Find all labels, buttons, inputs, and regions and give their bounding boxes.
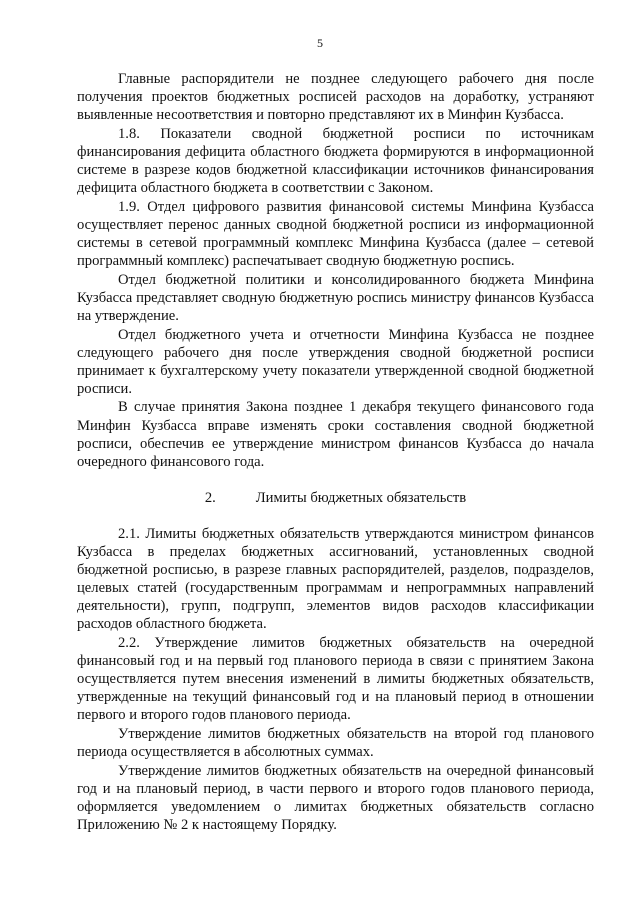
paragraph-budget-policy-department: Отдел бюджетной политики и консолидированного бюджета Минфина Кузбасса представляет сводную бюджетную роспись министру финансов Кузбасса на утверждение.	[77, 271, 594, 324]
section-title: Лимиты бюджетных обязательств	[255, 489, 467, 506]
section-heading	[77, 489, 594, 507]
paragraph-1-9: 1.9. Отдел цифрового развития финансовой системы Минфина Кузбасса осуществляет перенос данных сводной бюджетной росписи из информационной системы в сетевой программный комплекс Минфина Кузбасса (далее – сетевой программный комплекс) распечатывает сводную бюджетную роспись.	[77, 198, 594, 270]
section-number: 2.	[204, 489, 216, 506]
page-number: 5	[317, 36, 323, 50]
document-body	[77, 70, 594, 835]
paragraph-accounting-department: Отдел бюджетного учета и отчетности Минфина Кузбасса не позднее следующего рабочего дня после утверждения сводной бюджетной росписи принимает к бухгалтерскому учету показатели утвержденной сводной бюджетной росписи.	[77, 326, 594, 397]
paragraph-1-8: 1.8. Показатели сводной бюджетной росписи по источникам финансирования дефицита областного бюджета формируются в информационной системе в разрезе кодов бюджетной классификации источников финансирования дефицита областного бюджета в соответствии с Законом.	[77, 125, 594, 197]
paragraph-limits-notification: Утверждение лимитов бюджетных обязательств на очередной финансовый год и на плановый период, в части первого и второго годов планового периода, оформляется уведомлением о лимитах бюджетных обязательств согласно Приложению № 2 к настоящему Порядку.	[77, 762, 594, 834]
paragraph-late-law-adoption: В случае принятия Закона позднее 1 декабря текущего финансового года Минфин Кузбасса вправе изменять сроки составления сводной бюджетной росписи, обеспечив ее утверждение министром финансов Кузбасса до начала очередного финансового года.	[77, 399, 594, 470]
paragraph-2-1: 2.1. Лимиты бюджетных обязательств утверждаются министром финансов Кузбасса в пределах бюджетных ассигнований, установленных сводной бюджетной росписью, в разрезе главных распорядителей, разделов, подразделов, целевых статей (государственным программам и непрограммных направлений деятельности), групп, подгрупп, элементов видов расходов классификации расходов областного бюджета.	[77, 525, 594, 633]
paragraph-second-plan-year: Утверждение лимитов бюджетных обязательств на второй год планового периода осуществляется в абсолютных суммах.	[77, 726, 594, 761]
paragraph-2-2: 2.2. Утверждение лимитов бюджетных обязательств на очередной финансовый год и на первый год планового периода в связи с принятием Закона осуществляется путем внесения изменений в лимиты бюджетных обязательств, утвержденные на текущий финансовый год и на плановый период в отношении первого и второго годов планового периода.	[77, 635, 594, 724]
paragraph-main-managers-revision: Главные распорядители не позднее следующего рабочего дня после получения проектов бюджетных росписей расходов на доработку, устраняют выявленные несоответствия и повторно представляют их в Минфин Кузбасса.	[77, 71, 594, 124]
